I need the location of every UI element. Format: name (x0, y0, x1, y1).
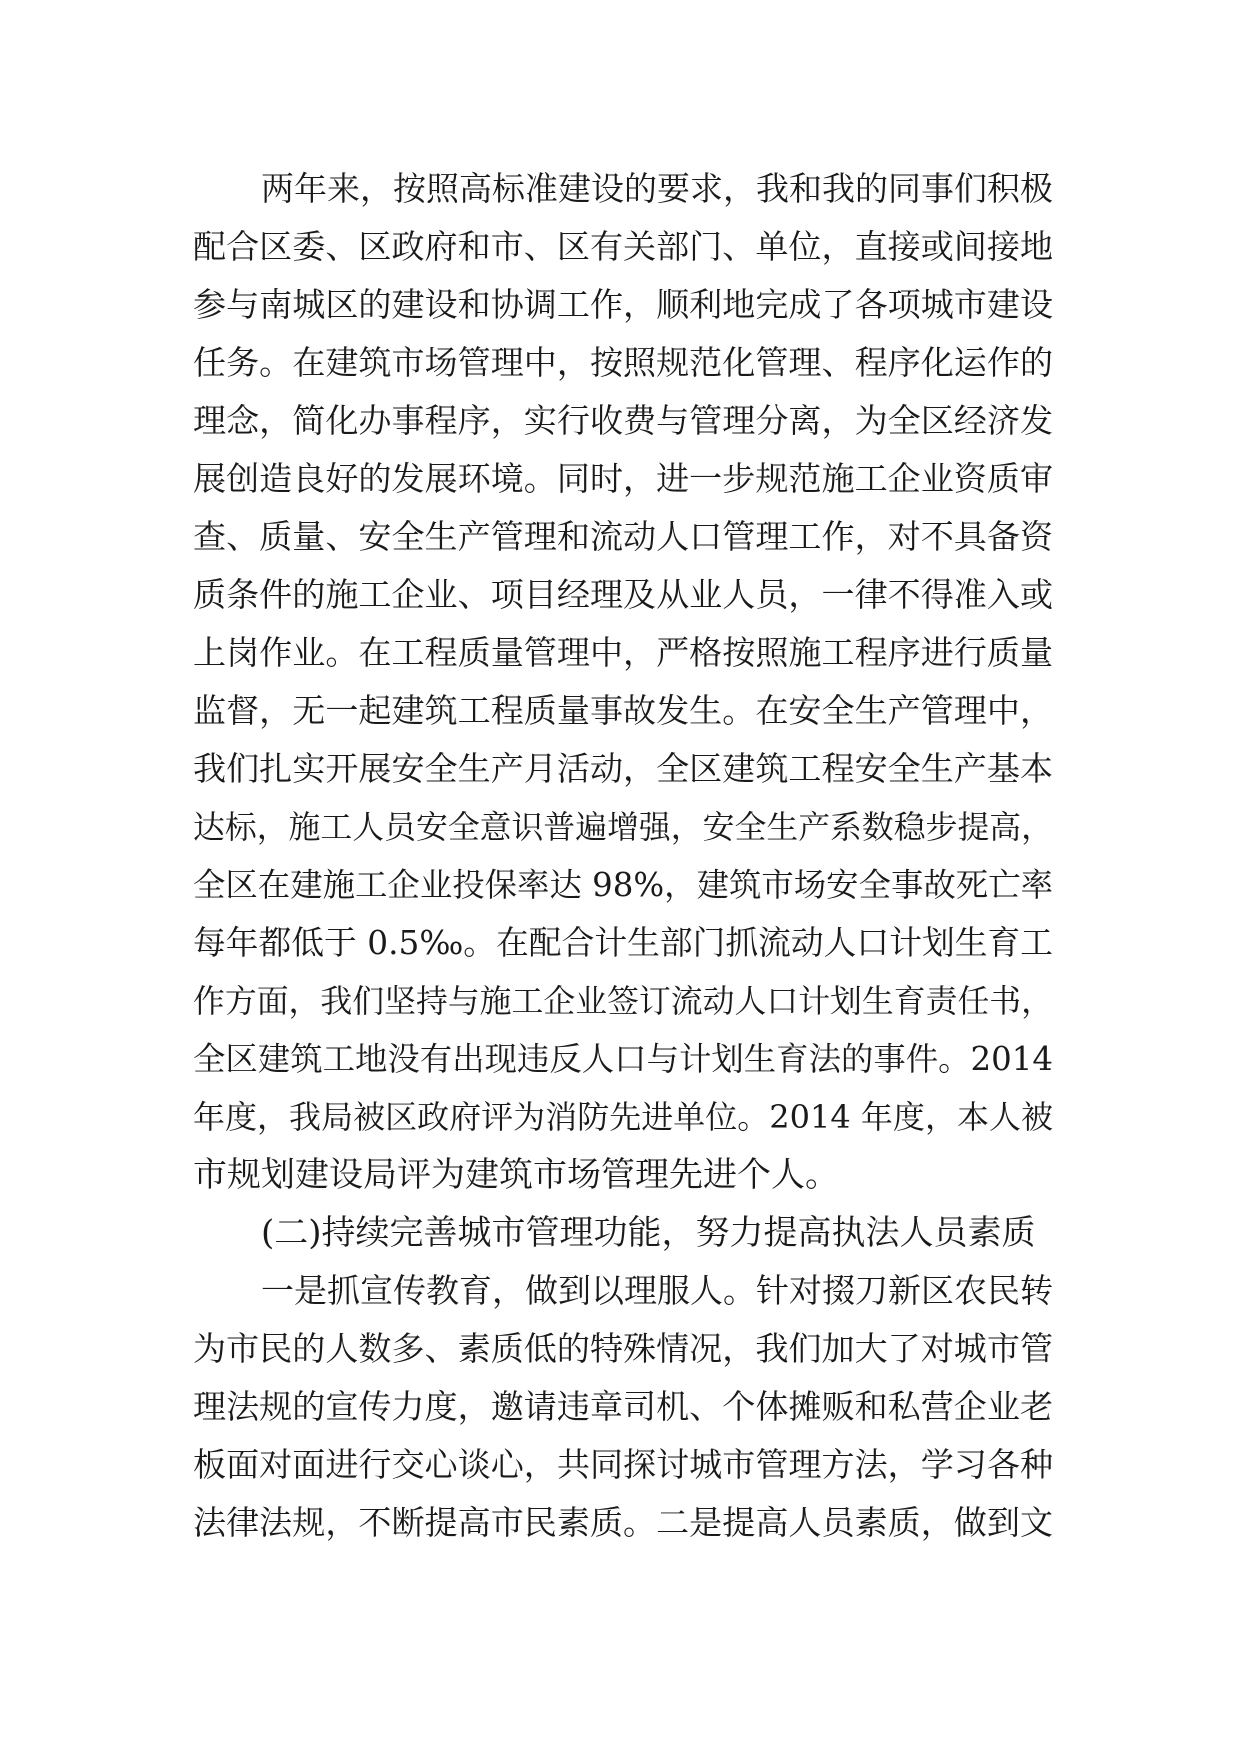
text-line: 两年来，按照高标准建设的要求，我和我的同事们积极 (261, 169, 1053, 208)
text-line: 全区建筑工地没有出现违反人口与计划生育法的事件。2014 (193, 1040, 1053, 1078)
text-line: 上岗作业。在工程质量管理中，严格按照施工程序进行质量 (193, 633, 1054, 672)
text-line: 一是抓宣传教育，做到以理服人。针对掇刀新区农民转 (261, 1271, 1053, 1310)
body-text (193, 160, 1053, 1552)
text-line: 为市民的人数多、素质低的特殊情况，我们加大了对城市管 (193, 1329, 1054, 1368)
text-line: 全区在建施工企业投保率达 98%，建筑市场安全事故死亡率 (193, 866, 1053, 904)
text-line: 年度，我局被区政府评为消防先进单位。2014 年度，本人被 (193, 1098, 1053, 1136)
text-line: 展创造良好的发展环境。同时，进一步规范施工企业资质审 (193, 459, 1054, 498)
text-line: 每年都低于 0.5‰。在配合计生部门抓流动人口计划生育工 (193, 924, 1053, 962)
text-line: 查、质量、安全生产管理和流动人口管理工作，对不具备资 (193, 517, 1054, 556)
text-line: 理法规的宣传力度，邀请违章司机、个体摊贩和私营企业老 (193, 1387, 1054, 1426)
text-line: 我们扎实开展安全生产月活动，全区建筑工程安全生产基本 (193, 749, 1054, 788)
text-line: 市规划建设局评为建筑市场管理先进个人。 (193, 1155, 839, 1195)
section-heading: (二)持续完善城市管理功能，努力提高执法人员素质 (261, 1213, 1036, 1253)
text-line: 达标，施工人员安全意识普遍增强，安全生产系数稳步提高， (193, 808, 1053, 846)
text-line: 监督，无一起建筑工程质量事故发生。在安全生产管理中， (193, 691, 1054, 730)
text-line: 质条件的施工企业、项目经理及从业人员，一律不得准入或 (193, 575, 1054, 614)
text-line: 板面对面进行交心谈心，共同探讨城市管理方法，学习各种 (193, 1445, 1054, 1484)
text-line: 任务。在建筑市场管理中，按照规范化管理、程序化运作的 (193, 343, 1054, 382)
text-line: 理念，简化办事程序，实行收费与管理分离，为全区经济发 (193, 401, 1054, 440)
text-line: 作方面，我们坚持与施工企业签订流动人口计划生育责任书， (193, 982, 1053, 1020)
text-line: 法律法规，不断提高市民素质。二是提高人员素质，做到文 (193, 1503, 1054, 1542)
text-line: 参与南城区的建设和协调工作，顺利地完成了各项城市建设 (193, 285, 1054, 324)
text-line: 配合区委、区政府和市、区有关部门、单位，直接或间接地 (193, 227, 1054, 266)
